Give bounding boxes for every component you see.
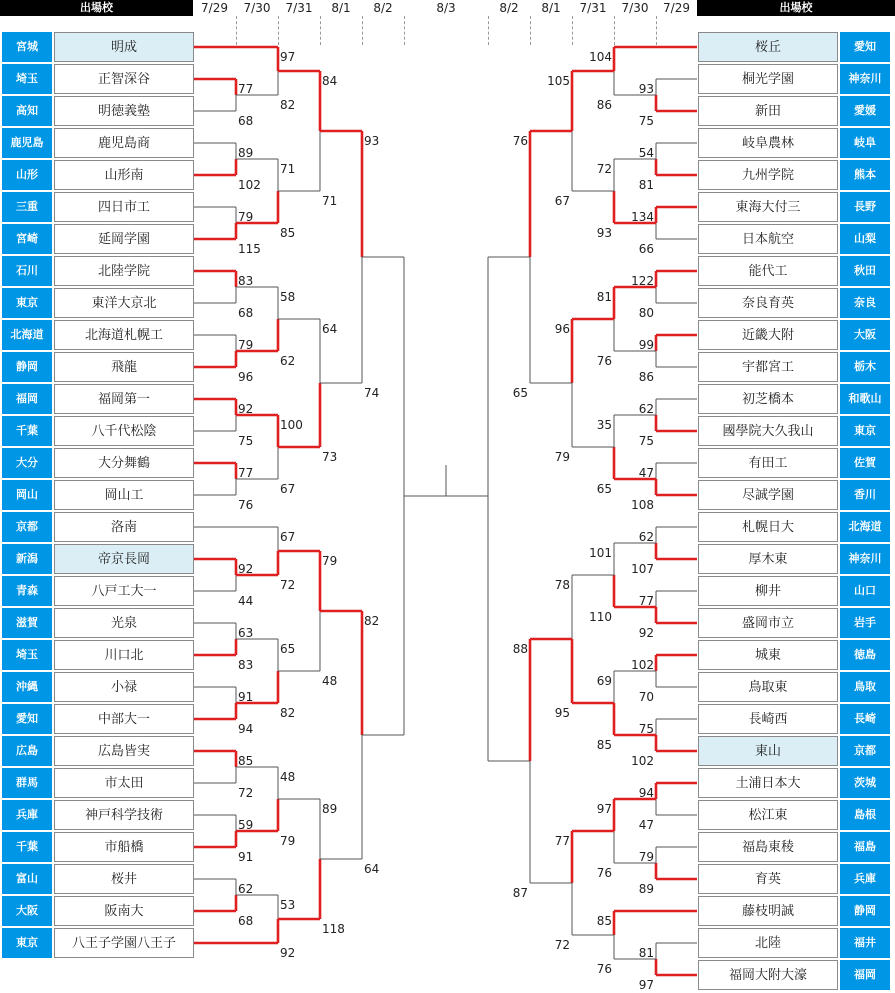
- match-score: 79: [280, 834, 296, 848]
- school-name: 北陸: [698, 928, 838, 958]
- match-score: 80: [638, 306, 654, 320]
- prefecture-badge: 山形: [2, 160, 52, 190]
- prefecture-badge: 埼玉: [2, 64, 52, 94]
- match-score: 81: [638, 178, 654, 192]
- round-date: 8/3: [436, 1, 456, 15]
- match-score: 72: [238, 786, 254, 800]
- match-score: 77: [238, 82, 254, 96]
- prefecture-badge: 宮城: [2, 32, 52, 62]
- school-name: 小禄: [54, 672, 194, 702]
- match-score: 72: [554, 938, 570, 952]
- match-score: 97: [638, 978, 654, 992]
- match-score: 83: [238, 658, 254, 672]
- match-score: 99: [638, 338, 654, 352]
- prefecture-badge: 栃木: [840, 352, 890, 382]
- school-name: 藤枝明誠: [698, 896, 838, 926]
- prefecture-badge: 大阪: [840, 320, 890, 350]
- school-name: 厚木東: [698, 544, 838, 574]
- school-name: 山形南: [54, 160, 194, 190]
- prefecture-badge: 埼玉: [2, 640, 52, 670]
- school-name: 飛龍: [54, 352, 194, 382]
- match-score: 82: [364, 614, 380, 628]
- school-name: 日本航空: [698, 224, 838, 254]
- match-score: 92: [280, 946, 296, 960]
- match-score: 79: [238, 210, 254, 224]
- match-score: 76: [596, 962, 612, 976]
- round-date: 7/29: [663, 1, 690, 15]
- match-score: 93: [596, 226, 612, 240]
- prefecture-badge: 山梨: [840, 224, 890, 254]
- match-score: 64: [322, 322, 338, 336]
- match-score: 102: [631, 754, 654, 768]
- prefecture-badge: 兵庫: [2, 800, 52, 830]
- match-score: 115: [238, 242, 261, 256]
- match-score: 93: [638, 82, 654, 96]
- prefecture-badge: 岩手: [840, 608, 890, 638]
- match-score: 79: [238, 338, 254, 352]
- school-name: 帝京長岡: [54, 544, 194, 574]
- match-score: 71: [280, 162, 296, 176]
- match-score: 94: [638, 786, 654, 800]
- match-score: 102: [238, 178, 261, 192]
- school-name: 奈良育英: [698, 288, 838, 318]
- prefecture-badge: 島根: [840, 800, 890, 830]
- prefecture-badge: 福島: [840, 832, 890, 862]
- prefecture-badge: 長野: [840, 192, 890, 222]
- match-score: 76: [596, 866, 612, 880]
- match-score: 84: [322, 74, 338, 88]
- prefecture-badge: 神奈川: [840, 64, 890, 94]
- prefecture-badge: 北海道: [840, 512, 890, 542]
- prefecture-badge: 富山: [2, 864, 52, 894]
- prefecture-badge: 滋賀: [2, 608, 52, 638]
- match-score: 70: [638, 690, 654, 704]
- school-name: 尽誠学園: [698, 480, 838, 510]
- prefecture-badge: 福岡: [2, 384, 52, 414]
- match-score: 92: [638, 626, 654, 640]
- match-score: 74: [364, 386, 380, 400]
- school-name: 近畿大附: [698, 320, 838, 350]
- prefecture-badge: 茨城: [840, 768, 890, 798]
- match-score: 82: [280, 98, 296, 112]
- school-name: 八戸工大一: [54, 576, 194, 606]
- round-date: 8/2: [499, 1, 519, 15]
- match-score: 76: [596, 354, 612, 368]
- match-score: 96: [238, 370, 254, 384]
- match-score: 68: [238, 914, 254, 928]
- match-score: 44: [238, 594, 254, 608]
- school-name: 東山: [698, 736, 838, 766]
- match-score: 81: [596, 290, 612, 304]
- match-score: 47: [638, 466, 654, 480]
- match-score: 97: [280, 50, 296, 64]
- prefecture-badge: 佐賀: [840, 448, 890, 478]
- prefecture-badge: 山口: [840, 576, 890, 606]
- match-score: 79: [554, 450, 570, 464]
- match-score: 72: [596, 162, 612, 176]
- match-score: 97: [596, 802, 612, 816]
- prefecture-badge: 神奈川: [840, 544, 890, 574]
- school-name: 福島東稜: [698, 832, 838, 862]
- school-name: 明成: [54, 32, 194, 62]
- match-score: 85: [596, 914, 612, 928]
- prefecture-badge: 三重: [2, 192, 52, 222]
- school-name: 光泉: [54, 608, 194, 638]
- prefecture-badge: 京都: [840, 736, 890, 766]
- match-score: 100: [280, 418, 303, 432]
- school-name: 大分舞鶴: [54, 448, 194, 478]
- prefecture-badge: 兵庫: [840, 864, 890, 894]
- prefecture-badge: 福岡: [840, 960, 890, 990]
- match-score: 101: [589, 546, 612, 560]
- match-score: 89: [238, 146, 254, 160]
- match-score: 48: [322, 674, 338, 688]
- school-name: 八千代松陰: [54, 416, 194, 446]
- school-name: 市太田: [54, 768, 194, 798]
- round-date: 7/31: [285, 1, 313, 15]
- prefecture-badge: 新潟: [2, 544, 52, 574]
- prefecture-badge: 和歌山: [840, 384, 890, 414]
- prefecture-badge: 北海道: [2, 320, 52, 350]
- match-score: 48: [280, 770, 296, 784]
- match-score: 65: [512, 386, 528, 400]
- school-name: 阪南大: [54, 896, 194, 926]
- prefecture-badge: 東京: [2, 928, 52, 958]
- match-score: 89: [322, 802, 338, 816]
- school-name: 東海大付三: [698, 192, 838, 222]
- prefecture-badge: 石川: [2, 256, 52, 286]
- school-name: 洛南: [54, 512, 194, 542]
- school-name: 城東: [698, 640, 838, 670]
- round-date: 7/30: [621, 1, 649, 15]
- school-name: 鳥取東: [698, 672, 838, 702]
- match-score: 77: [238, 466, 254, 480]
- match-score: 63: [238, 626, 254, 640]
- match-score: 69: [596, 674, 612, 688]
- prefecture-badge: 群馬: [2, 768, 52, 798]
- match-score: 81: [638, 946, 654, 960]
- right-header: 出場校: [697, 0, 895, 16]
- prefecture-badge: 千葉: [2, 416, 52, 446]
- prefecture-badge: 香川: [840, 480, 890, 510]
- prefecture-badge: 東京: [840, 416, 890, 446]
- prefecture-badge: 岐阜: [840, 128, 890, 158]
- prefecture-badge: 熊本: [840, 160, 890, 190]
- match-score: 86: [638, 370, 654, 384]
- match-score: 104: [589, 50, 612, 64]
- round-date: 8/1: [331, 1, 351, 15]
- match-score: 76: [238, 498, 254, 512]
- match-score: 47: [638, 818, 654, 832]
- prefecture-badge: 千葉: [2, 832, 52, 862]
- school-name: 岡山工: [54, 480, 194, 510]
- match-score: 72: [280, 578, 296, 592]
- match-score: 87: [512, 886, 528, 900]
- school-name: 初芝橋本: [698, 384, 838, 414]
- match-score: 86: [596, 98, 612, 112]
- school-name: 松江東: [698, 800, 838, 830]
- school-name: 北海道札幌工: [54, 320, 194, 350]
- match-score: 91: [238, 850, 254, 864]
- school-name: 岐阜農林: [698, 128, 838, 158]
- match-score: 53: [280, 898, 296, 912]
- match-score: 78: [554, 578, 570, 592]
- match-score: 85: [596, 738, 612, 752]
- school-name: 土浦日本大: [698, 768, 838, 798]
- match-score: 68: [238, 114, 254, 128]
- prefecture-badge: 大阪: [2, 896, 52, 926]
- prefecture-badge: 沖縄: [2, 672, 52, 702]
- school-name: 宇都宮工: [698, 352, 838, 382]
- match-score: 79: [638, 850, 654, 864]
- prefecture-badge: 鳥取: [840, 672, 890, 702]
- match-score: 92: [238, 402, 254, 416]
- school-name: 明徳義塾: [54, 96, 194, 126]
- match-score: 108: [631, 498, 654, 512]
- school-name: 桜井: [54, 864, 194, 894]
- match-score: 68: [238, 306, 254, 320]
- match-score: 105: [547, 74, 570, 88]
- prefecture-badge: 愛知: [2, 704, 52, 734]
- school-name: 桜丘: [698, 32, 838, 62]
- match-score: 58: [280, 290, 296, 304]
- school-name: 札幌日大: [698, 512, 838, 542]
- prefecture-badge: 大分: [2, 448, 52, 478]
- match-score: 122: [631, 274, 654, 288]
- prefecture-badge: 福井: [840, 928, 890, 958]
- match-score: 92: [238, 562, 254, 576]
- school-name: 長崎西: [698, 704, 838, 734]
- school-name: 北陸学院: [54, 256, 194, 286]
- match-score: 64: [364, 862, 380, 876]
- school-name: 國學院大久我山: [698, 416, 838, 446]
- match-score: 75: [238, 434, 254, 448]
- match-score: 79: [322, 554, 338, 568]
- prefecture-badge: 京都: [2, 512, 52, 542]
- match-score: 67: [554, 194, 570, 208]
- school-name: 神戸科学技術: [54, 800, 194, 830]
- match-score: 35: [596, 418, 612, 432]
- match-score: 75: [638, 114, 654, 128]
- match-score: 107: [631, 562, 654, 576]
- match-score: 59: [238, 818, 254, 832]
- school-name: 新田: [698, 96, 838, 126]
- round-date: 8/1: [541, 1, 561, 15]
- match-score: 67: [280, 530, 296, 544]
- match-score: 62: [238, 882, 254, 896]
- school-name: 福岡大附大濠: [698, 960, 838, 990]
- prefecture-badge: 愛媛: [840, 96, 890, 126]
- school-name: 福岡第一: [54, 384, 194, 414]
- prefecture-badge: 岡山: [2, 480, 52, 510]
- match-score: 89: [638, 882, 654, 896]
- match-score: 54: [638, 146, 654, 160]
- round-date: 8/2: [373, 1, 393, 15]
- school-name: 広島皆実: [54, 736, 194, 766]
- school-name: 鹿児島商: [54, 128, 194, 158]
- match-score: 118: [322, 922, 345, 936]
- school-name: 桐光学園: [698, 64, 838, 94]
- match-score: 91: [238, 690, 254, 704]
- match-score: 65: [280, 642, 296, 656]
- match-score: 85: [280, 226, 296, 240]
- prefecture-badge: 広島: [2, 736, 52, 766]
- match-score: 83: [238, 274, 254, 288]
- match-score: 94: [238, 722, 254, 736]
- school-name: 八王子学園八王子: [54, 928, 194, 958]
- match-score: 85: [238, 754, 254, 768]
- school-name: 能代工: [698, 256, 838, 286]
- match-score: 71: [322, 194, 338, 208]
- left-header: 出場校: [0, 0, 193, 16]
- prefecture-badge: 長崎: [840, 704, 890, 734]
- prefecture-badge: 東京: [2, 288, 52, 318]
- prefecture-badge: 秋田: [840, 256, 890, 286]
- match-score: 62: [638, 402, 654, 416]
- prefecture-badge: 鹿児島: [2, 128, 52, 158]
- match-score: 95: [554, 706, 570, 720]
- match-score: 62: [638, 530, 654, 544]
- school-name: 市船橋: [54, 832, 194, 862]
- match-score: 102: [631, 658, 654, 672]
- school-name: 正智深谷: [54, 64, 194, 94]
- prefecture-badge: 静岡: [840, 896, 890, 926]
- match-score: 110: [589, 610, 612, 624]
- school-name: 育英: [698, 864, 838, 894]
- school-name: 東洋大京北: [54, 288, 194, 318]
- prefecture-badge: 徳島: [840, 640, 890, 670]
- match-score: 76: [512, 134, 528, 148]
- school-name: 延岡学園: [54, 224, 194, 254]
- school-name: 中部大一: [54, 704, 194, 734]
- school-name: 九州学院: [698, 160, 838, 190]
- round-date: 7/30: [243, 1, 271, 15]
- match-score: 66: [638, 242, 654, 256]
- round-date: 7/29: [201, 1, 228, 15]
- school-name: 有田工: [698, 448, 838, 478]
- match-score: 88: [512, 642, 528, 656]
- round-date: 7/31: [579, 1, 607, 15]
- match-score: 96: [554, 322, 570, 336]
- match-score: 67: [280, 482, 296, 496]
- school-name: 川口北: [54, 640, 194, 670]
- prefecture-badge: 静岡: [2, 352, 52, 382]
- match-score: 77: [554, 834, 570, 848]
- match-score: 75: [638, 434, 654, 448]
- prefecture-badge: 愛知: [840, 32, 890, 62]
- prefecture-badge: 宮崎: [2, 224, 52, 254]
- school-name: 盛岡市立: [698, 608, 838, 638]
- match-score: 134: [631, 210, 654, 224]
- prefecture-badge: 青森: [2, 576, 52, 606]
- school-name: 四日市工: [54, 192, 194, 222]
- match-score: 73: [322, 450, 338, 464]
- match-score: 77: [638, 594, 654, 608]
- match-score: 75: [638, 722, 654, 736]
- match-score: 82: [280, 706, 296, 720]
- prefecture-badge: 奈良: [840, 288, 890, 318]
- match-score: 65: [596, 482, 612, 496]
- prefecture-badge: 高知: [2, 96, 52, 126]
- match-score: 93: [364, 134, 380, 148]
- match-score: 62: [280, 354, 296, 368]
- school-name: 柳井: [698, 576, 838, 606]
